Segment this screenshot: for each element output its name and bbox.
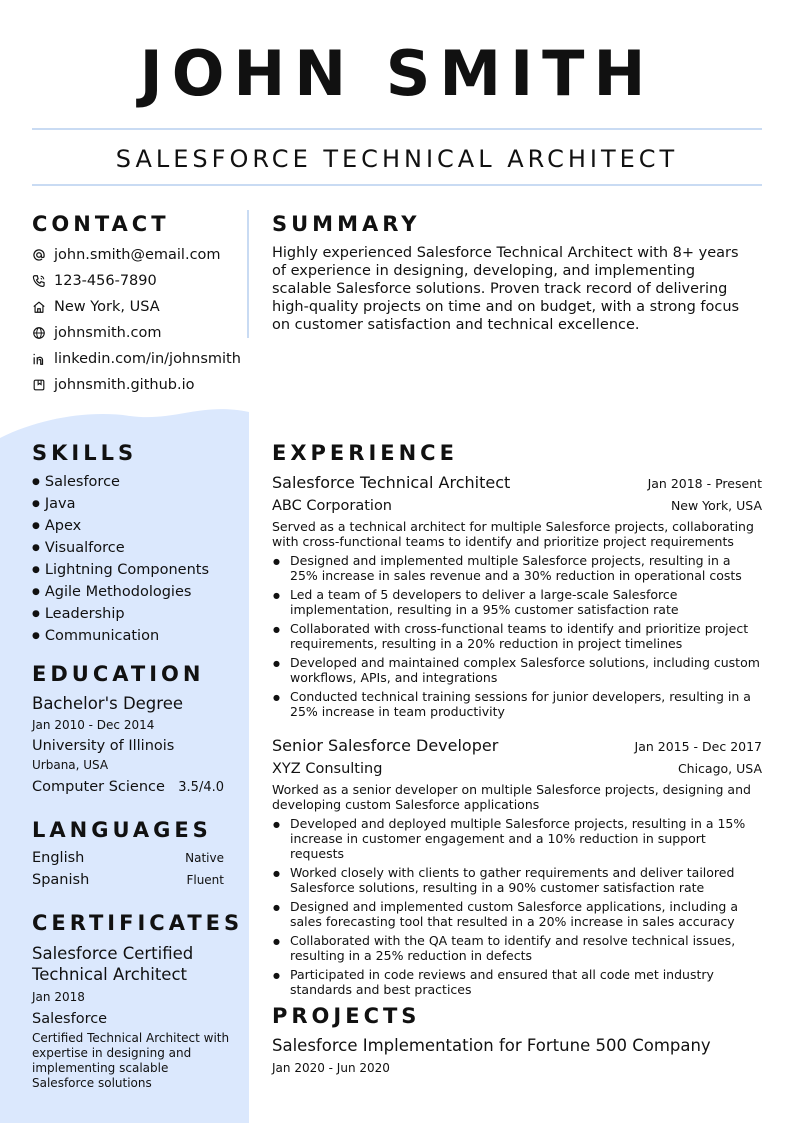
- skill-item: ● Apex: [32, 515, 242, 537]
- contact-github-text: johnsmith.github.io: [54, 377, 195, 393]
- job-title: Senior Salesforce Developer: [272, 736, 499, 755]
- certificates-heading: CERTIFICATES: [32, 911, 244, 935]
- skills-list: [32, 471, 242, 647]
- job-description: Worked as a senior developer on multiple Salesforce projects, designing and developing custom Salesforce applications: [272, 782, 751, 812]
- globe-icon: [32, 326, 46, 340]
- contact-phone[interactable]: [32, 268, 242, 294]
- bookmark-icon: [32, 378, 46, 392]
- education-entry: [32, 694, 224, 796]
- job-company: XYZ Consulting: [272, 761, 383, 777]
- job-bullet: ● Collaborated with the QA team to identify and resolve technical issues, resulting in a 25% reduction in defects: [272, 933, 762, 963]
- job-bullets: [272, 816, 762, 997]
- certificate-title: Salesforce Certified Technical Architect: [32, 944, 194, 984]
- skill-item: ● Agile Methodologies: [32, 581, 242, 603]
- home-icon: [32, 300, 46, 314]
- education-heading: EDUCATION: [32, 662, 205, 686]
- header-rule-bottom: [32, 184, 762, 186]
- skill-item: ● Visualforce: [32, 537, 242, 559]
- job-location: New York, USA: [670, 498, 762, 513]
- job-company-row: [272, 760, 762, 778]
- project-dates: Jan 2020 - Jun 2020: [272, 1061, 390, 1075]
- contact-phone-text: 123-456-7890: [54, 273, 157, 289]
- skill-item: ● Lightning Components: [32, 559, 242, 581]
- certificate-date: Jan 2018: [32, 990, 85, 1004]
- languages-heading: LANGUAGES: [32, 818, 212, 842]
- skill-item: ● Leadership: [32, 603, 242, 625]
- skill-item: ● Java: [32, 493, 242, 515]
- experience-heading: EXPERIENCE: [272, 441, 458, 465]
- education-gpa: 3.5/4.0: [178, 780, 224, 795]
- certificate-issuer: Salesforce: [32, 1011, 108, 1027]
- job-company-row: [272, 497, 762, 515]
- job-bullet: ● Designed and implemented custom Salesforce applications, including a sales forecasting tool that resulted in a 20% increase in sales accuracy: [272, 899, 762, 929]
- contact-list: [32, 242, 242, 398]
- education-school: University of Illinois: [32, 738, 175, 754]
- contact-linkedin-text: linkedin.com/in/johnsmith: [54, 351, 241, 367]
- education-dates: Jan 2010 - Dec 2014: [32, 718, 155, 732]
- at-sign-icon: [32, 248, 46, 262]
- contact-email[interactable]: [32, 242, 242, 268]
- language-level: Native: [185, 851, 224, 865]
- job-bullet: ● Designed and implemented multiple Salesforce projects, resulting in a 25% increase in sales revenue and a 30% reduction in operational costs: [272, 553, 762, 583]
- experience-job: [272, 736, 762, 997]
- header-rule-top: [32, 128, 762, 130]
- job-location: Chicago, USA: [677, 761, 762, 776]
- contact-heading: CONTACT: [32, 212, 170, 236]
- resume-name: JOHN SMITH: [139, 37, 655, 110]
- job-bullet: ● Conducted technical training sessions for junior developers, resulting in a 25% increase in team productivity: [272, 689, 762, 719]
- contact-github[interactable]: [32, 372, 242, 398]
- skill-item: ● Communication: [32, 625, 242, 647]
- job-bullet: ● Developed and deployed multiple Salesforce projects, resulting in a 15% increase in customer engagement and a 10% reduction in support requests: [272, 816, 762, 861]
- job-bullet: ● Led a team of 5 developers to deliver a large-scale Salesforce implementation, resulting in a 95% customer satisfaction rate: [272, 587, 762, 617]
- contact-website[interactable]: [32, 320, 242, 346]
- project-title: Salesforce Implementation for Fortune 500 Company: [272, 1036, 711, 1055]
- job-title: Salesforce Technical Architect: [272, 473, 511, 492]
- education-field-row: [32, 778, 224, 796]
- job-dates: Jan 2018 - Present: [647, 476, 762, 491]
- contact-email-text: john.smith@email.com: [54, 247, 221, 263]
- education-degree: Bachelor's Degree: [32, 694, 184, 713]
- job-bullet: ● Collaborated with cross-functional teams to identify and prioritize project requirements, resulting in a 20% reduction in project timelines: [272, 621, 762, 651]
- job-company: ABC Corporation: [272, 498, 393, 514]
- language-name: Spanish: [32, 872, 90, 888]
- job-header-row: [272, 473, 762, 493]
- certificate-description: Certified Technical Architect with expertise in designing and implementing scalable Salesforce solutions: [32, 1031, 230, 1090]
- column-divider: [247, 210, 249, 338]
- job-dates: Jan 2015 - Dec 2017: [634, 739, 762, 754]
- project-entry: [272, 1036, 762, 1076]
- job-description: Served as a technical architect for multiple Salesforce projects, collaborating with cross-functional teams to identify and prioritize project requirements: [272, 519, 754, 549]
- summary-text: Highly experienced Salesforce Technical Architect with 8+ years of experience in designing, developing, and implementing scalable Salesforce solutions. Proven track record of delivering high-quality projects on time and on budget, with a strong focus on customer satisfaction and technical excellence.: [272, 245, 740, 333]
- languages-list: [32, 849, 224, 893]
- education-location: Urbana, USA: [32, 758, 109, 772]
- skill-item: ● Salesforce: [32, 471, 242, 493]
- contact-website-text: johnsmith.com: [54, 325, 162, 341]
- phone-icon: [32, 274, 46, 288]
- contact-linkedin[interactable]: [32, 346, 242, 372]
- job-bullet: ● Worked closely with clients to gather requirements and deliver tailored Salesforce solutions, resulting in a 90% customer satisfaction rate: [272, 865, 762, 895]
- job-bullet: ● Developed and maintained complex Salesforce solutions, including custom workflows, APIs, and integrations: [272, 655, 762, 685]
- language-name: English: [32, 850, 85, 866]
- skills-heading: SKILLS: [32, 441, 138, 465]
- job-header-row: [272, 736, 762, 756]
- language-item: [32, 871, 224, 893]
- linkedin-icon: [32, 352, 46, 366]
- job-bullet: ● Participated in code reviews and ensured that all code met industry standards and best practices: [272, 967, 762, 997]
- contact-location: [32, 294, 242, 320]
- summary-heading: SUMMARY: [272, 212, 421, 236]
- language-level: Fluent: [186, 873, 224, 887]
- job-title: SALESFORCE TECHNICAL ARCHITECT: [115, 145, 679, 173]
- education-field: Computer Science: [32, 779, 165, 795]
- job-bullets: [272, 553, 762, 719]
- contact-location-text: New York, USA: [54, 299, 160, 315]
- certificate-entry: [32, 943, 232, 1091]
- experience-job: [272, 473, 762, 719]
- language-item: [32, 849, 224, 871]
- projects-heading: PROJECTS: [272, 1004, 421, 1028]
